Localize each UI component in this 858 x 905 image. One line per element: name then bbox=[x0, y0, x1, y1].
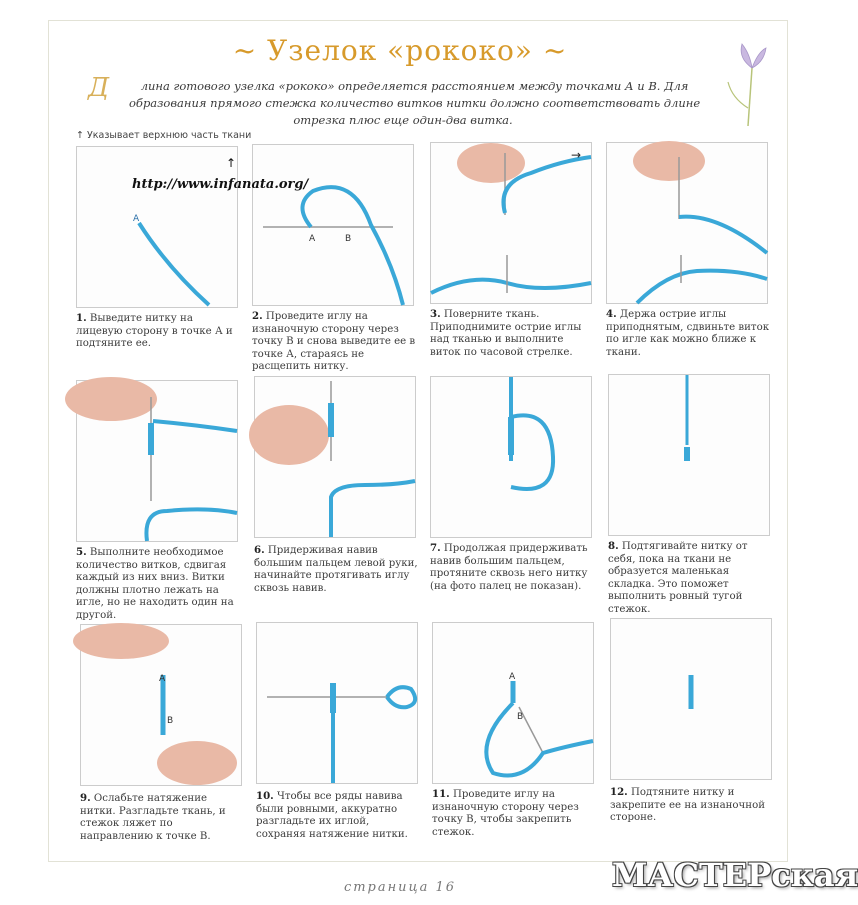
step-num: 12. bbox=[610, 786, 628, 798]
step-num: 2. bbox=[252, 310, 263, 322]
step-text: Подтягивайте нитку от себя, пока на ткани не образуется маленькая складка. Это поможет выполнить ровный тугой стежок. bbox=[608, 541, 748, 615]
step-text: Выполните необходимое количество витков, сдвигая каждый из них вниз. Витки должны плотно лежать на игле, но не находить один на другой. bbox=[76, 547, 234, 621]
step-12-photo bbox=[610, 618, 772, 780]
step-1-photo bbox=[76, 146, 238, 308]
step-num: 4. bbox=[606, 308, 617, 320]
point-a-label: A bbox=[159, 674, 166, 684]
step-2-photo bbox=[252, 144, 414, 306]
step-6-photo bbox=[254, 376, 416, 538]
arrow-right: → bbox=[571, 148, 582, 162]
watermark-url: http://www.infanata.org/ bbox=[132, 177, 309, 192]
step-num: 6. bbox=[254, 544, 265, 556]
step-8-photo bbox=[608, 374, 770, 536]
step-text: Продолжая придерживать навив большим пальцем, протяните сквозь него нитку (на фото палец не показан). bbox=[430, 543, 588, 592]
step-6-caption bbox=[254, 544, 419, 595]
step-3-caption bbox=[430, 308, 595, 359]
step-num: 9. bbox=[80, 792, 91, 804]
step-text: Проведите иглу на изнаночную сторону через точку В и снова выведите ее в точке А, стараясь не расщепить нитку. bbox=[252, 311, 416, 373]
step-text: Держа острие иглы приподнятым, сдвиньте виток по игле как можно ближе к ткани. bbox=[606, 309, 770, 358]
intro-text: лина готового узелка «рококо» определяется расстоянием между точками А и В. Для образования прямого стежка количество витков нитки должно соответствовать длине отрезка плюс еще один-два витка. bbox=[129, 79, 701, 127]
step-num: 1. bbox=[76, 312, 87, 324]
step-10-caption bbox=[256, 790, 421, 841]
step-5-caption bbox=[76, 546, 241, 623]
flower-decoration bbox=[718, 38, 778, 128]
arrow-up-icon: ↑ bbox=[226, 156, 237, 170]
point-b-label: B bbox=[345, 234, 352, 244]
intro-paragraph bbox=[88, 73, 718, 129]
step-9-caption bbox=[80, 792, 245, 843]
point-b-label: B bbox=[167, 716, 174, 726]
step-5-photo bbox=[76, 380, 238, 542]
point-a-label: A bbox=[509, 672, 516, 682]
step-1-caption bbox=[76, 312, 241, 351]
point-a-label: A bbox=[133, 214, 140, 224]
dropcap: Д bbox=[88, 73, 110, 103]
step-7-photo bbox=[430, 376, 592, 538]
masterskaya-logo: МАСТЕРская bbox=[612, 856, 858, 894]
top-note: ↑ Указывает верхнюю часть ткани bbox=[76, 130, 252, 141]
step-8-caption bbox=[608, 540, 773, 617]
step-num: 7. bbox=[430, 542, 441, 554]
step-num: 5. bbox=[76, 546, 87, 558]
step-4-photo bbox=[606, 142, 768, 304]
step-text: Проведите иглу на изнаночную сторону через точку В, чтобы закрепить стежок. bbox=[432, 789, 579, 838]
step-num: 8. bbox=[608, 540, 619, 552]
step-11-photo bbox=[432, 622, 594, 784]
step-10-photo bbox=[256, 622, 418, 784]
step-4-caption bbox=[606, 308, 771, 359]
step-text: Ослабьте натяжение нитки. Разгладьте ткань, и стежок ляжет по направлению к точке В. bbox=[80, 793, 226, 842]
step-7-caption bbox=[430, 542, 595, 593]
step-text: Чтобы все ряды навива были ровными, аккуратно разгладьте их иглой, сохраняя натяжение нитки. bbox=[256, 791, 408, 840]
step-11-caption bbox=[432, 788, 597, 839]
step-9-photo bbox=[80, 624, 242, 786]
step-text: Выведите нитку на лицевую сторону в точке А и подтяните ее. bbox=[76, 313, 233, 350]
step-num: 11. bbox=[432, 788, 450, 800]
page-number: страница 16 bbox=[343, 880, 457, 895]
page-title: ~ Узелок «рококо» ~ bbox=[232, 34, 568, 67]
step-num: 3. bbox=[430, 308, 441, 320]
point-a-label: A bbox=[309, 234, 316, 244]
point-b-label: B bbox=[517, 712, 524, 722]
step-2-caption bbox=[252, 310, 417, 374]
step-num: 10. bbox=[256, 790, 274, 802]
step-text: Придерживая навив большим пальцем левой руки, начинайте протягивать иглу сквозь навив. bbox=[254, 545, 418, 594]
step-3-photo bbox=[430, 142, 592, 304]
step-text: Поверните ткань. Приподнимите острие иглы над тканью и выполните виток по часовой стрелке. bbox=[430, 309, 582, 358]
step-text: Подтяните нитку и закрепите ее на изнаночной стороне. bbox=[610, 787, 766, 824]
step-12-caption bbox=[610, 786, 775, 825]
